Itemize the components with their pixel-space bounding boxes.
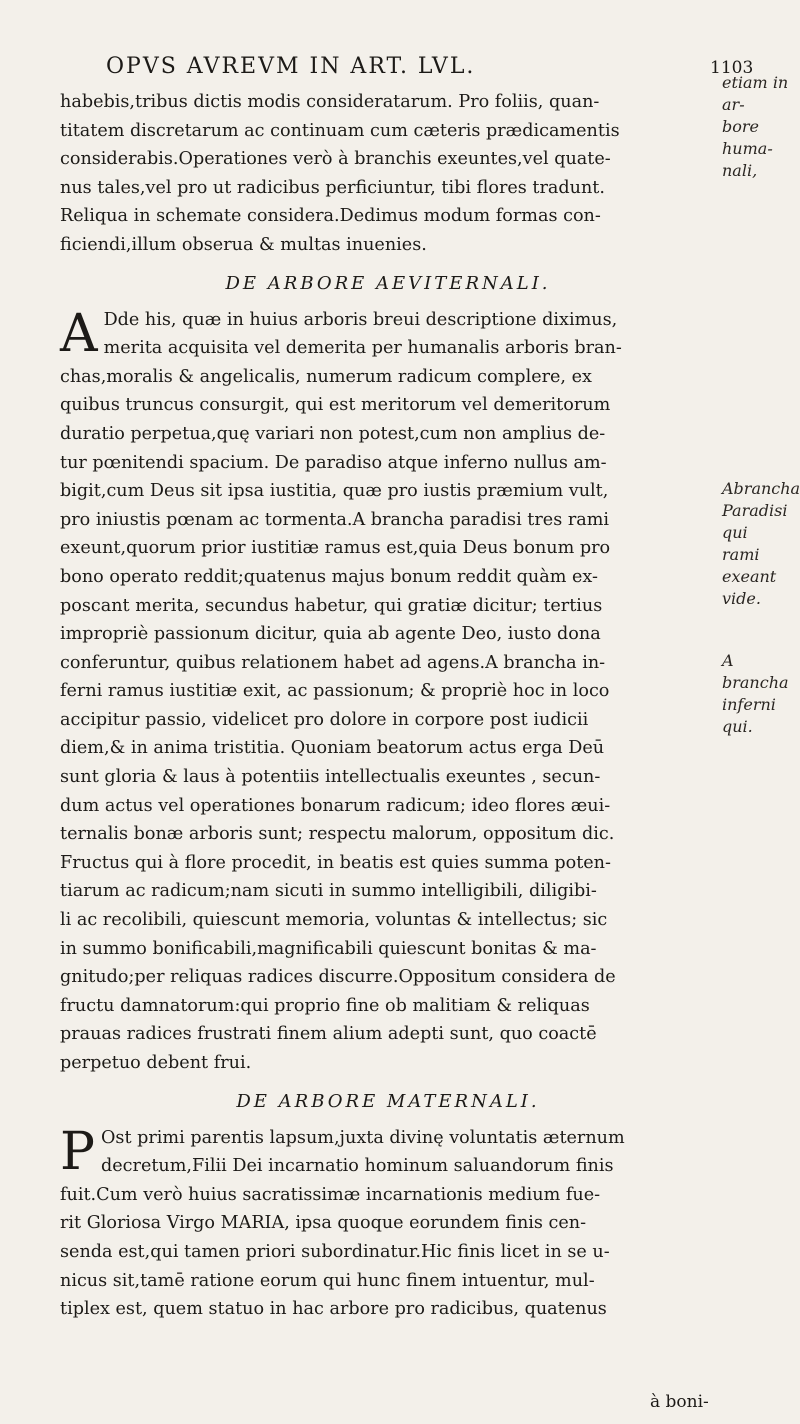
text-line: tur pœnitendi spacium. De paradiso atque inferno nullus am-	[60, 452, 607, 473]
drop-cap: P	[60, 1121, 95, 1182]
running-title: OPVS AVREVM IN ART. LVL.	[106, 54, 476, 79]
text-line: considerabis.Operationes verò à branchis exeuntes,vel quate-	[60, 149, 611, 170]
margin-note-line: bore huma-	[722, 117, 773, 158]
text-line: dum actus vel operationes bonarum radicum; ideo flores æui-	[60, 795, 611, 816]
text-line: tiplex est, quem statuo in hac arbore pro radicibus, quatenus	[60, 1299, 607, 1320]
page-header	[60, 48, 760, 88]
text-line: Ost primi parentis lapsum,juxta divinę voluntatis æternum	[101, 1127, 625, 1148]
margin-note	[722, 650, 800, 738]
text-line: nicus sit,tamē ratione eorum qui hunc finem intuentur, mul-	[60, 1270, 595, 1291]
text-line: ferni ramus iustitiæ exit, ac passionum; & propriè hoc in loco	[60, 681, 610, 702]
drop-cap: A	[60, 303, 98, 364]
text-line: nus tales,vel pro ut radicibus perficiuntur, tibi flores tradunt.	[60, 177, 605, 198]
text-line: perpetuo debent frui.	[60, 1053, 252, 1073]
margin-note-line: nali,	[722, 161, 758, 180]
text-line: poscant merita, secundus habetur, qui gratiæ dicitur; tertius	[60, 595, 603, 616]
text-line: senda est,qui tamen priori subordinatur.Hic finis licet in se u-	[60, 1241, 610, 1262]
text-line: habebis,tribus dictis modis consideratarum. Pro foliis, quan-	[60, 92, 600, 112]
paragraph-maternali	[60, 1121, 716, 1324]
text-line: Dde his, quæ in huius arboris breui descriptione diximus,	[103, 309, 618, 330]
intro-paragraph	[60, 88, 716, 260]
text-line: quibus truncus consurgit, qui est meritorum vel demeritorum	[60, 395, 611, 416]
text-line: Fructus qui à flore procedit, in beatis est quies summa poten-	[60, 852, 611, 873]
margin-note-line: rami exeant	[722, 545, 777, 586]
text-line: sunt gloria & laus à potentiis intellectualis exeuntes , secun-	[60, 767, 601, 788]
text-line: bono operato reddit;quatenus majus bonum reddit quàm ex-	[60, 566, 598, 587]
margin-note	[722, 478, 800, 610]
catchword: à boni-	[650, 1392, 709, 1412]
text-line: fuit.Cum verò huius sacratissimæ incarnationis medium fue-	[60, 1184, 601, 1205]
margin-note-line: Paradisi qui	[722, 501, 788, 542]
text-line: chas,moralis & angelicalis, numerum radicum complere, ex	[60, 366, 592, 387]
section-heading-aeviternali: DE ARBORE AEVITERNALI.	[225, 272, 551, 294]
text-line: ternalis bonæ arboris sunt; respectu malorum, oppositum dic.	[60, 824, 615, 845]
margin-note-line: etiam in ar-	[722, 73, 789, 114]
main-text	[60, 88, 716, 1324]
text-line: ficiendi,illum obserua & multas inuenies.	[60, 234, 427, 255]
margin-note-line: vide.	[722, 589, 761, 608]
text-line: prauas radices frustrati finem alium adepti sunt, quo coactē	[60, 1024, 597, 1045]
text-line: rit Gloriosa Virgo MARIA, ipsa quoque eorundem finis cen-	[60, 1213, 587, 1234]
text-line: accipitur passio, videlicet pro dolore in corpore post iudicii	[60, 709, 589, 730]
margin-note-line: A brancha	[722, 651, 789, 692]
text-line: impropriè passionum dicitur, quia ab agente Deo, iusto dona	[60, 624, 601, 645]
margin-note-line: Abrancha	[722, 479, 800, 498]
text-line: conferuntur, quibus relationem habet ad agens.A brancha in-	[60, 652, 606, 673]
page-number: 1103	[710, 58, 754, 78]
section-heading-maternali: DE ARBORE MATERNALI.	[236, 1090, 540, 1112]
text-line: tiarum ac radicum;nam sicuti in summo intelligibili, diligibi-	[60, 881, 597, 902]
text-line: diem,& in anima tristitia. Quoniam beatorum actus erga Deū	[60, 738, 605, 759]
text-line: merita acquisita vel demerita per humanalis arboris bran-	[103, 338, 622, 359]
text-line: fructu damnatorum:qui proprio fine ob malitiam & reliquas	[60, 995, 590, 1016]
paragraph-aeviternali	[60, 303, 716, 1078]
margin-note	[722, 72, 800, 182]
text-line: in summo bonificabili,magnificabili quiescunt bonitas & ma-	[60, 938, 597, 959]
text-line: bigit,cum Deus sit ipsa iustitia, quæ pro iustis præmium vult,	[60, 481, 609, 502]
text-line: pro iniustis pœnam ac tormenta.A brancha paradisi tres rami	[60, 509, 610, 530]
text-line: exeunt,quorum prior iustitiæ ramus est,quia Deus bonum pro	[60, 538, 611, 559]
text-line: li ac recolibili, quiescunt memoria, voluntas & intellectus; sic	[60, 910, 608, 931]
text-line: decretum,Filii Dei incarnatio hominum saluandorum finis	[101, 1156, 614, 1177]
text-line: titatem discretarum ac continuam cum cæteris prædicamentis	[60, 120, 620, 141]
text-line: Reliqua in schemate considera.Dedimus modum formas con-	[60, 206, 601, 227]
margin-note-line: inferni qui.	[722, 695, 776, 736]
text-line: gnitudo;per reliquas radices discurre.Oppositum considera de	[60, 967, 616, 988]
text-line: duratio perpetua,quę variari non potest,cum non amplius de-	[60, 423, 606, 444]
